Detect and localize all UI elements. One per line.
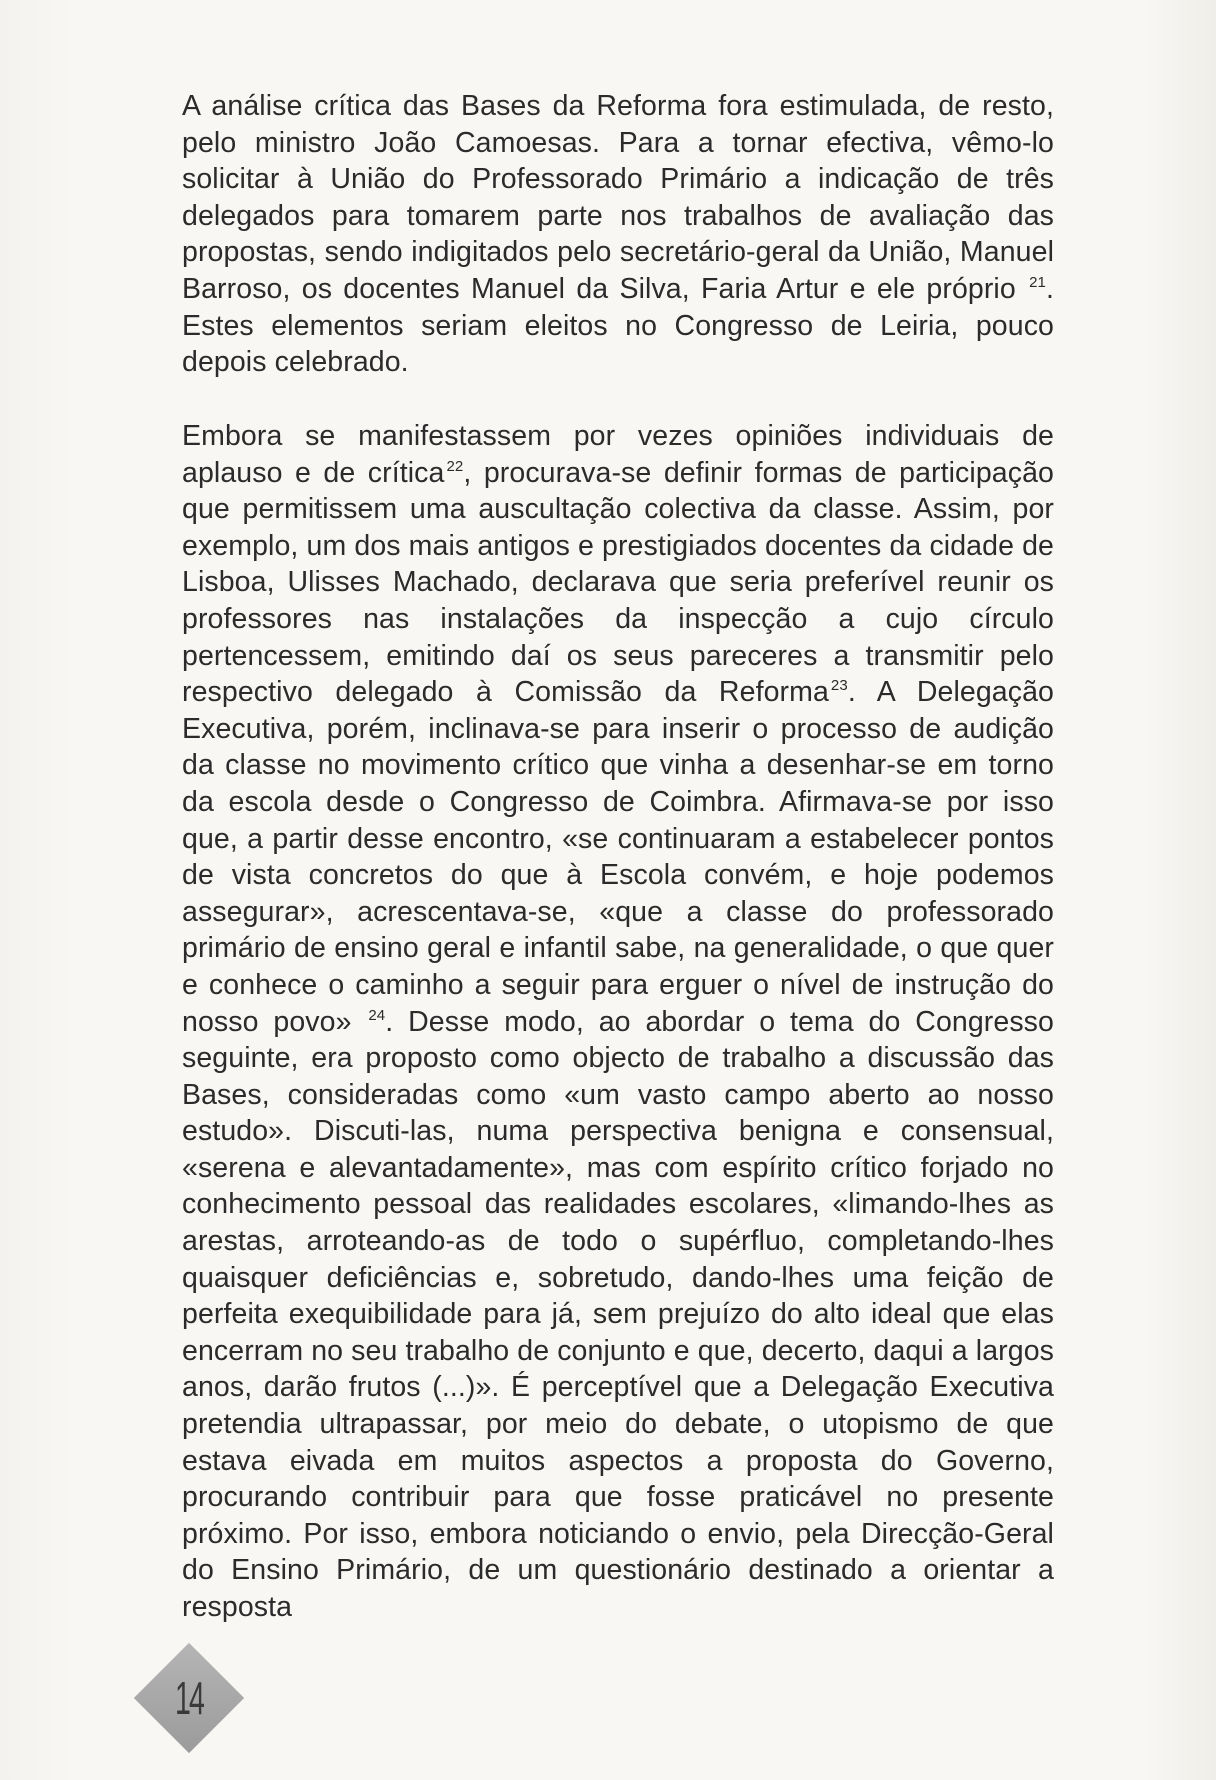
paragraph-1-part-1: A análise crítica das Bases da Reforma fora estimulada, de resto, pelo ministro João Camoesas. Para a tornar efectiva, vêmo-lo solicitar à União do Professorado Primário a indicação de três delegados para tomarem parte nos trabalhos de avaliação das propostas, sendo indigitados pelo secretário-geral da União, Manuel Barroso, os docentes Manuel da Silva, Faria Artur e ele próprio [182, 90, 1054, 305]
paragraph-1-text [182, 88, 1054, 381]
paragraph-2-part-1: Embora se manifestassem por vezes opiniões individuais de aplauso e de crítica [182, 420, 1054, 489]
paragraph-1-part-2: . Estes elementos seriam eleitos no Congresso de Leiria, pouco depois celebrado. [182, 272, 1054, 379]
page-number: 14 [174, 1672, 203, 1724]
paragraph-2 [182, 418, 1054, 1626]
paragraph-1 [182, 88, 1054, 381]
paragraph-2-part-3: . A Delegação Executiva, porém, inclinava-se para inserir o processo de audição da classe no movimento crítico que vinha a desenhar-se em torno da escola desde o Congresso de Coimbra. Afirmava-se por isso que, a partir desse encontro, «se continuaram a estabelecer pontos de vista concretos do que à Escola convém, e hoje podemos assegurar», acrescentava-se, «que a classe do professorado primário de ensino geral e infantil sabe, na generalidade, o que quer e conhece o caminho a seguir para erguer o nível de instrução do nosso povo» [182, 676, 1055, 1038]
footnote-ref-24: 24 [368, 1006, 386, 1024]
page-number-marker [134, 1643, 244, 1753]
paragraph-2-part-2: , procurava-se definir formas de participação que permitissem uma auscultação colectiva da classe. Assim, por exemplo, um dos mais antigos e prestigiados docentes da cidade de Lisboa, Ulisses Machado, declarava que seria preferível reunir os professores nas instalações da inspecção a cujo círculo pertencessem, emitindo daí os seus pareceres a transmitir pelo respectivo delegado à Comissão da Reforma [182, 456, 1054, 709]
footnote-ref-23: 23 [830, 677, 848, 695]
footnote-ref-22: 22 [446, 457, 464, 475]
paragraph-2-part-4: . Desse modo, ao abordar o tema do Congresso seguinte, era proposto como objecto de trabalho a discussão das Bases, consideradas como «um vasto campo aberto ao nosso estudo». Discuti-las, numa perspectiva benigna e consensual, «serena e alevantadamente», mas com espírito crítico forjado no conhecimento pessoal das realidades escolares, «limando-lhes as arestas, arroteando-as de todo o supérfluo, completando-lhes quaisquer deficiências e, sobretudo, dando-lhes uma feição de perfeita exequibilidade para já, sem prejuízo do alto ideal que elas encerram no seu trabalho de conjunto e que, decerto, daqui a largos anos, darão frutos (...)». É perceptível que a Delegação Executiva pretendia ultrapassar, por meio do debate, o utopismo de que estava eivada em muitos aspectos a proposta do Governo, procurando contribuir para que fosse praticável no presente próximo. Por isso, embora noticiando o envio, pela Direcção-Geral do Ensino Primário, de um questionário destinado a orientar a resposta [182, 1005, 1054, 1623]
paragraph-2-text [182, 418, 1054, 1626]
footnote-ref-21: 21 [1029, 273, 1046, 291]
